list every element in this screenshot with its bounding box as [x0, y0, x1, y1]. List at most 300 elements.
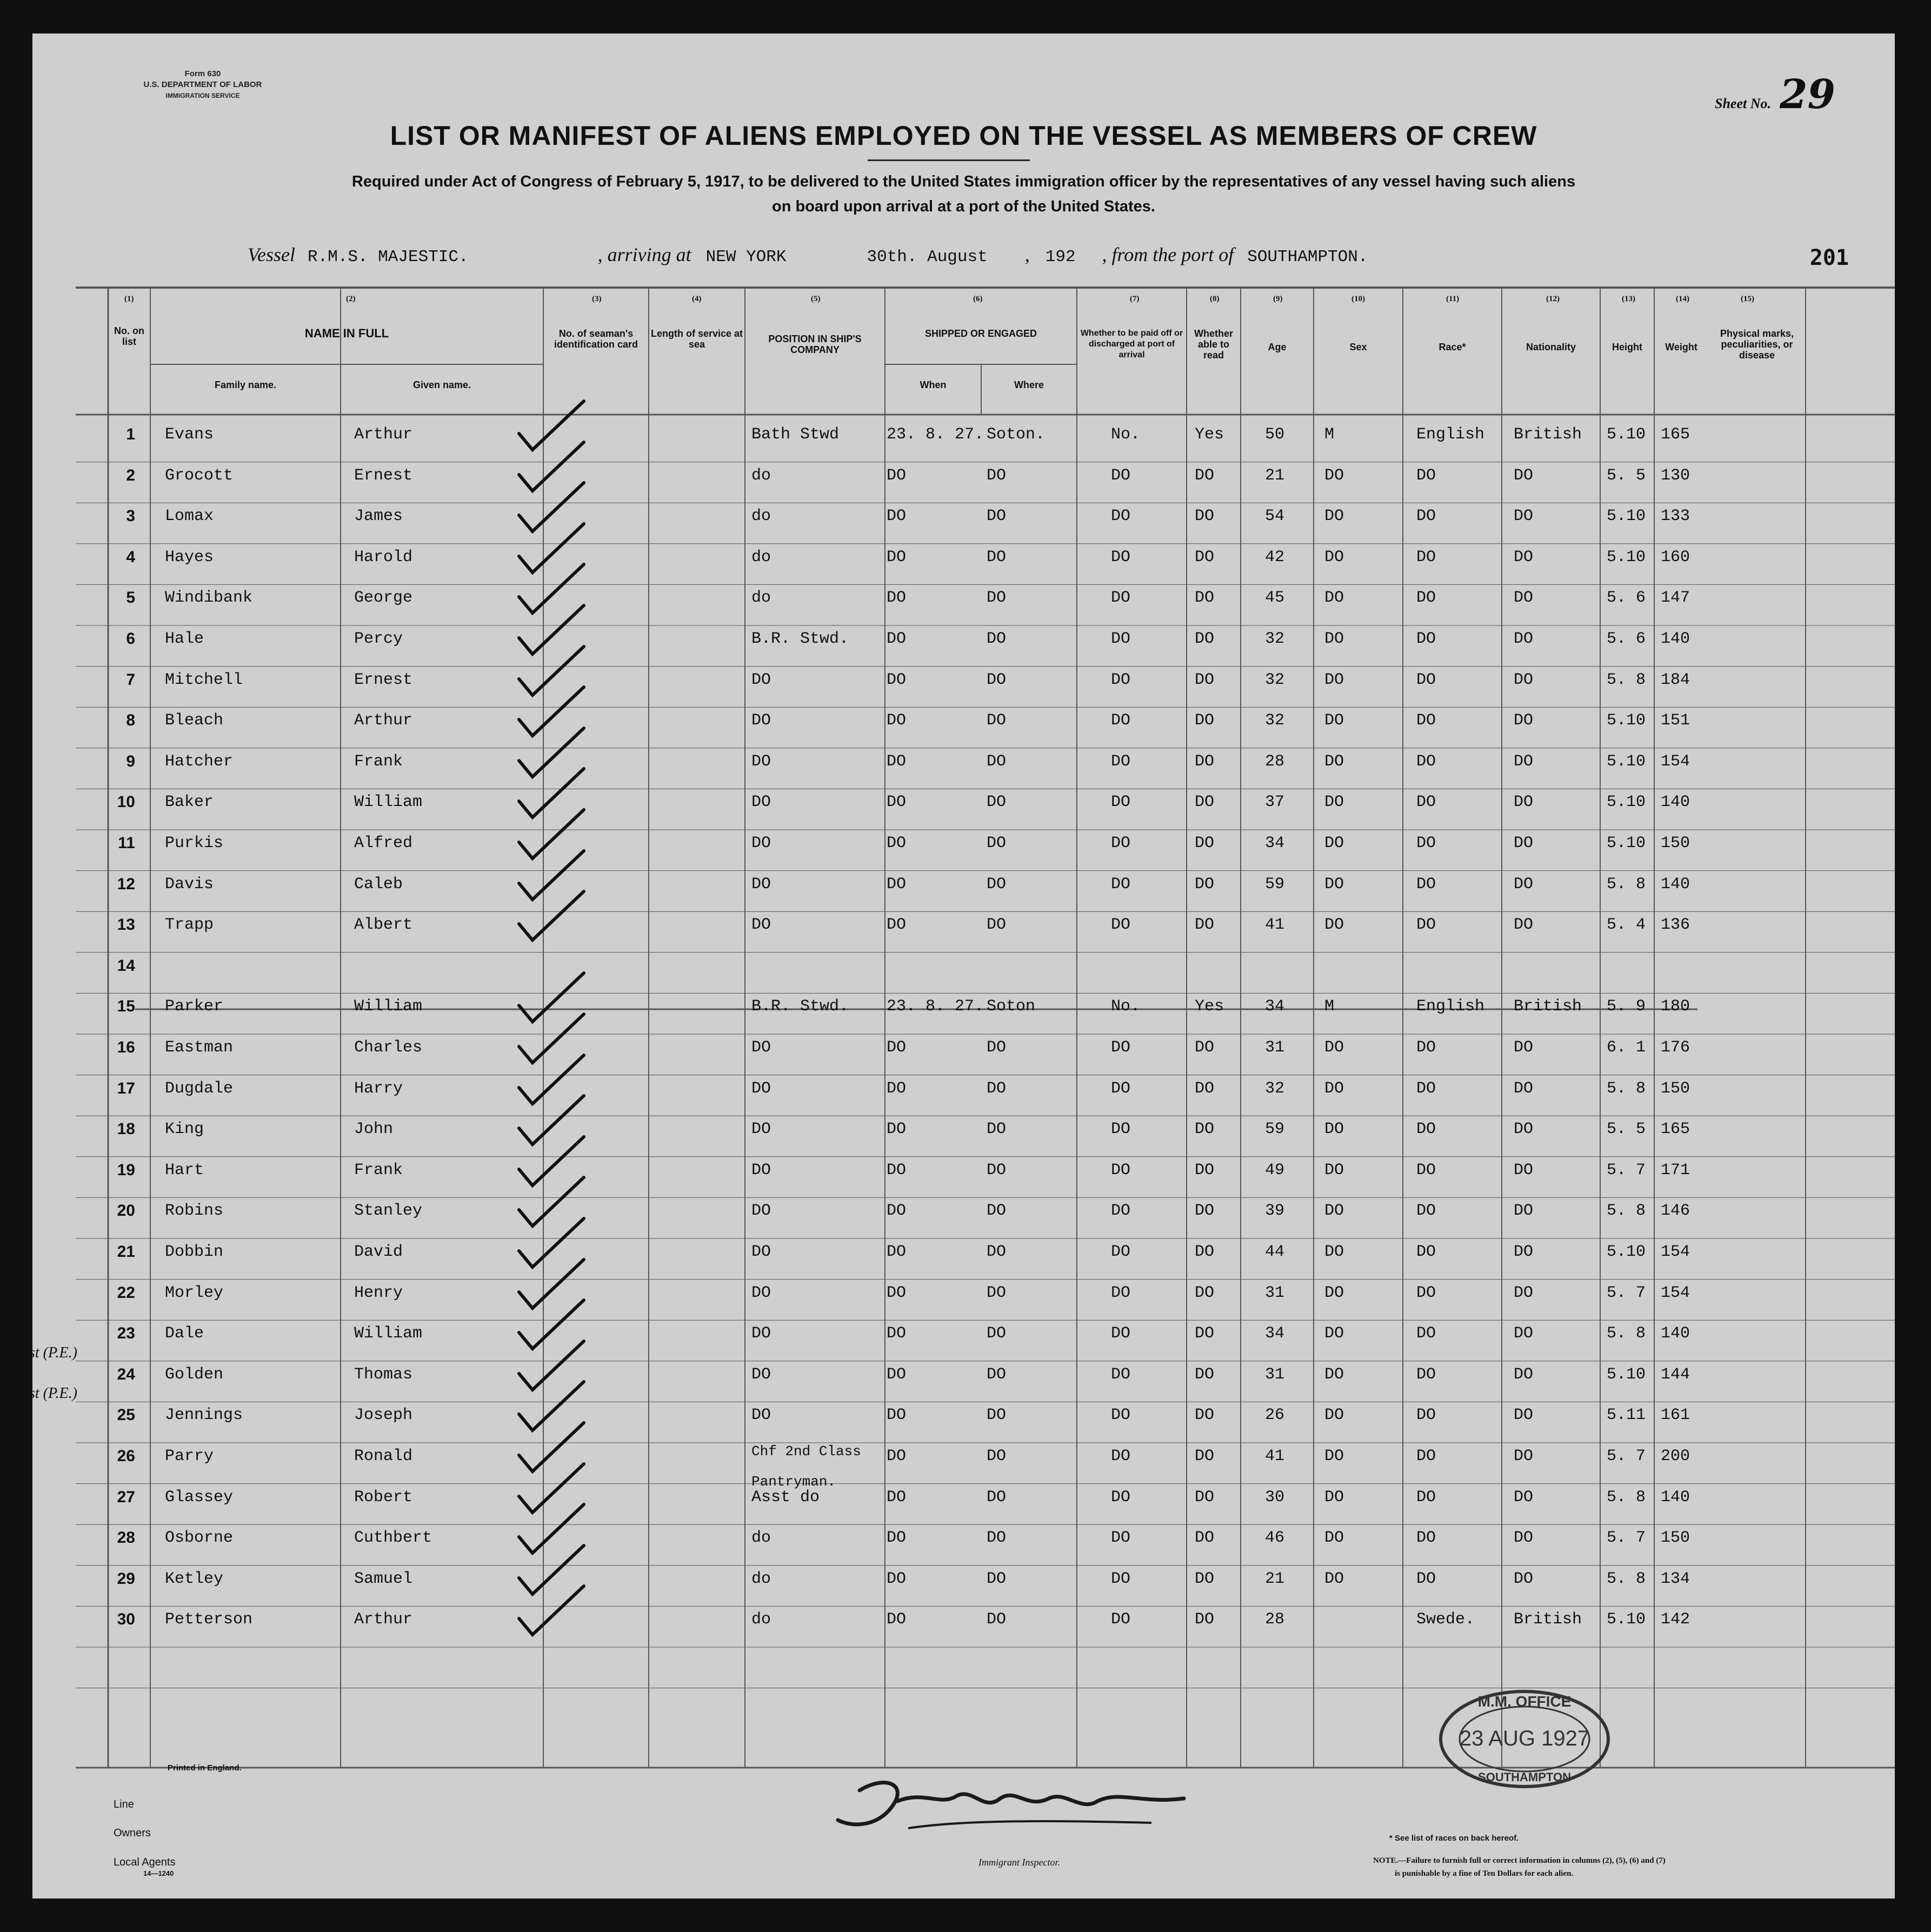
- able-to-read: Yes: [1195, 997, 1224, 1016]
- table-row: [32, 1488, 1895, 1521]
- paid-off: DO: [1111, 589, 1131, 608]
- paid-off: DO: [1111, 875, 1131, 894]
- checkmark-icon: [508, 1581, 595, 1640]
- able-to-read: Yes: [1195, 425, 1224, 444]
- height: 5.10: [1607, 1243, 1646, 1261]
- race: DO: [1416, 1161, 1436, 1180]
- row-number: 12: [117, 875, 135, 893]
- col-number-label: (4): [692, 295, 702, 303]
- height: 5.10: [1607, 752, 1646, 771]
- race: DO: [1416, 793, 1436, 812]
- given-name: Arthur: [354, 425, 413, 444]
- able-to-read: DO: [1195, 1324, 1215, 1343]
- shipped-when: DO: [887, 711, 907, 730]
- arriving-label: , arriving at: [597, 244, 691, 265]
- table-row: [32, 589, 1895, 621]
- col-number-label: (8): [1210, 295, 1220, 303]
- height: 5. 8: [1607, 875, 1646, 894]
- shipped-when: DO: [887, 1161, 907, 1180]
- able-to-read: DO: [1195, 875, 1215, 894]
- table-row: [32, 1610, 1895, 1643]
- manifest-page: [22, 34, 1895, 1898]
- position: Chf 2nd Class Pantryman.: [751, 1443, 861, 1490]
- family-name: Jennings: [165, 1406, 243, 1425]
- family-name: Morley: [165, 1283, 224, 1302]
- table-row: [32, 1443, 1895, 1490]
- row-number: 4: [126, 548, 135, 566]
- col-number-label: (7): [1130, 295, 1140, 303]
- col-number-label: (6): [973, 295, 983, 303]
- height: 5. 9: [1607, 997, 1646, 1016]
- position: do: [751, 466, 771, 485]
- col-marks-header: Physical marks, peculiarities, or disease: [1720, 328, 1794, 361]
- shipped-where: DO: [987, 1283, 1007, 1302]
- position: DO: [751, 793, 771, 812]
- stamp-bottom-text: SOUTHAMPTON: [1478, 1770, 1571, 1784]
- weight: 140: [1661, 875, 1690, 894]
- paid-off: DO: [1111, 1202, 1131, 1221]
- position: B.R. Stwd.: [751, 630, 849, 648]
- family-name: Hatcher: [165, 752, 234, 771]
- sex: DO: [1324, 1161, 1344, 1180]
- shipped-where: DO: [987, 834, 1007, 852]
- nationality: DO: [1514, 630, 1534, 648]
- shipped-when: DO: [887, 793, 907, 812]
- shipped-when: DO: [887, 1283, 907, 1302]
- col-position-header: POSITION IN SHIP'S COMPANY: [768, 334, 862, 355]
- paid-off: DO: [1111, 548, 1131, 567]
- position: do: [751, 507, 771, 526]
- shipped-when: DO: [887, 548, 907, 567]
- col-number-label: (12): [1546, 295, 1560, 303]
- given-name: Robert: [354, 1488, 413, 1507]
- height: 5. 7: [1607, 1161, 1646, 1180]
- row-number: 6: [126, 630, 135, 648]
- race: DO: [1416, 548, 1436, 567]
- nationality: DO: [1514, 1079, 1534, 1098]
- given-name: Thomas: [354, 1365, 413, 1384]
- height: 5. 5: [1607, 466, 1646, 485]
- age: 31: [1265, 1038, 1285, 1057]
- col-number-label: (2): [346, 295, 356, 303]
- sex: DO: [1324, 793, 1344, 812]
- nationality: DO: [1514, 1488, 1534, 1507]
- weight: 150: [1661, 1529, 1690, 1548]
- given-name: Percy: [354, 630, 403, 648]
- shipped-where: DO: [987, 793, 1007, 812]
- paid-off: DO: [1111, 1406, 1131, 1425]
- table-row: [32, 507, 1895, 539]
- shipped-where: DO: [987, 1406, 1007, 1425]
- able-to-read: DO: [1195, 1202, 1215, 1221]
- race: DO: [1416, 752, 1436, 771]
- table-row: [32, 875, 1895, 908]
- col-sex-header: Sex: [1349, 342, 1367, 352]
- race: DO: [1416, 1488, 1436, 1507]
- race: DO: [1416, 1079, 1436, 1098]
- family-name: Grocott: [165, 466, 234, 485]
- weight: 142: [1661, 1610, 1690, 1629]
- sex: M: [1324, 997, 1335, 1016]
- table-row: [32, 1570, 1895, 1602]
- height: 5. 4: [1607, 916, 1646, 935]
- weight: 160: [1661, 548, 1690, 567]
- shipped-when: DO: [887, 1079, 907, 1098]
- shipped-where: DO: [987, 1529, 1007, 1548]
- shipped-when: 23. 8. 27.: [887, 997, 984, 1016]
- weight: 176: [1661, 1038, 1690, 1057]
- form-block: [119, 69, 287, 101]
- table-row: [32, 1365, 1895, 1398]
- nationality: DO: [1514, 875, 1534, 894]
- able-to-read: DO: [1195, 630, 1215, 648]
- weight: 165: [1661, 425, 1690, 444]
- table-row: [32, 671, 1895, 703]
- family-name: Evans: [165, 425, 214, 444]
- height: 5. 8: [1607, 670, 1646, 689]
- note-line-2: is punishable by a fine of Ten Dollars for each alien.: [1395, 1869, 1574, 1878]
- able-to-read: DO: [1195, 1529, 1215, 1548]
- weight: 161: [1661, 1406, 1690, 1425]
- shipped-when: DO: [887, 670, 907, 689]
- family-name: Bleach: [165, 711, 224, 730]
- table-row: [32, 1243, 1895, 1275]
- able-to-read: DO: [1195, 1243, 1215, 1261]
- nationality: DO: [1514, 548, 1534, 567]
- row-number: 1: [126, 425, 135, 443]
- position: DO: [751, 670, 771, 689]
- table-row: [32, 630, 1895, 662]
- sex: DO: [1324, 1569, 1344, 1588]
- given-name: Cuthbert: [354, 1529, 432, 1548]
- race: DO: [1416, 1283, 1436, 1302]
- sex: DO: [1324, 1406, 1344, 1425]
- family-name: Windibank: [165, 589, 253, 608]
- race: DO: [1416, 670, 1436, 689]
- able-to-read: DO: [1195, 711, 1215, 730]
- shipped-when: DO: [887, 1569, 907, 1588]
- given-name: William: [354, 1324, 423, 1343]
- table-row: [32, 793, 1895, 825]
- sheet-value: 29: [1780, 71, 1835, 118]
- col-number-label: (14): [1676, 295, 1689, 303]
- weight: 150: [1661, 1079, 1690, 1098]
- sex: DO: [1324, 1488, 1344, 1507]
- row-number: 24: [117, 1365, 135, 1383]
- given-name: Arthur: [354, 1610, 413, 1629]
- position: B.R. Stwd.: [751, 997, 849, 1016]
- weight: 180: [1661, 997, 1690, 1016]
- able-to-read: DO: [1195, 548, 1215, 567]
- nationality: DO: [1514, 752, 1534, 771]
- age: 31: [1265, 1365, 1285, 1384]
- race: DO: [1416, 1324, 1436, 1343]
- shipped-where: DO: [987, 1161, 1007, 1180]
- office-stamp: [1435, 1685, 1614, 1793]
- weight: 133: [1661, 507, 1690, 526]
- nationality: DO: [1514, 793, 1534, 812]
- race: DO: [1416, 1569, 1436, 1588]
- age: 28: [1265, 1610, 1285, 1629]
- shipped-where: DO: [987, 1610, 1007, 1629]
- given-name: Frank: [354, 1161, 403, 1180]
- col-number-label: (5): [811, 295, 821, 303]
- able-to-read: DO: [1195, 1079, 1215, 1098]
- height: 6. 1: [1607, 1038, 1646, 1057]
- race: DO: [1416, 466, 1436, 485]
- shipped-when: DO: [887, 466, 907, 485]
- height: 5.11: [1607, 1406, 1646, 1425]
- page-ref: 201: [1809, 245, 1849, 270]
- shipped-when: DO: [887, 1324, 907, 1343]
- race-note: * See list of races on back hereof.: [1389, 1834, 1519, 1843]
- shipped-when: DO: [887, 630, 907, 648]
- age: 41: [1265, 1447, 1285, 1465]
- able-to-read: DO: [1195, 1365, 1215, 1384]
- shipped-where: DO: [987, 1120, 1007, 1139]
- sex: DO: [1324, 670, 1344, 689]
- age: 59: [1265, 1120, 1285, 1139]
- given-name: Caleb: [354, 875, 403, 894]
- sex: DO: [1324, 1243, 1344, 1261]
- given-name: Arthur: [354, 711, 413, 730]
- shipped-where: DO: [987, 1243, 1007, 1261]
- weight: 146: [1661, 1202, 1690, 1221]
- col-given-header: Given name.: [412, 379, 471, 390]
- given-name: Alfred: [354, 834, 413, 852]
- weight: 140: [1661, 1488, 1690, 1507]
- col-no-header: No. on list: [114, 325, 144, 347]
- sex: DO: [1324, 630, 1344, 648]
- height: 5. 8: [1607, 1488, 1646, 1507]
- shipped-where: DO: [987, 589, 1007, 608]
- race: DO: [1416, 1529, 1436, 1548]
- age: 30: [1265, 1488, 1285, 1507]
- arrival-port: NEW YORK: [705, 248, 787, 267]
- given-name: David: [354, 1243, 403, 1261]
- shipped-where: DO: [987, 630, 1007, 648]
- family-name: Golden: [165, 1365, 224, 1384]
- position: do: [751, 548, 771, 567]
- family-name: Parker: [165, 997, 224, 1016]
- able-to-read: DO: [1195, 1488, 1215, 1507]
- sex: DO: [1324, 1283, 1344, 1302]
- age: 32: [1265, 670, 1285, 689]
- position: DO: [751, 1324, 771, 1343]
- height: 5. 8: [1607, 1202, 1646, 1221]
- weight: 147: [1661, 589, 1690, 608]
- service: IMMIGRATION SERVICE: [165, 92, 240, 99]
- col-age-header: Age: [1268, 342, 1287, 352]
- form-code: 14—1240: [143, 1869, 174, 1877]
- race: English: [1416, 425, 1485, 444]
- nationality: DO: [1514, 1569, 1534, 1588]
- paid-off: DO: [1111, 507, 1131, 526]
- col-number-label: (1): [124, 295, 134, 303]
- sex: DO: [1324, 1324, 1344, 1343]
- paid-off: DO: [1111, 1447, 1131, 1465]
- paid-off: DO: [1111, 670, 1131, 689]
- given-name: William: [354, 793, 423, 812]
- paid-off: DO: [1111, 793, 1131, 812]
- shipped-when: DO: [887, 875, 907, 894]
- paid-off: DO: [1111, 916, 1131, 935]
- paid-off: DO: [1111, 1488, 1131, 1507]
- row-number: 15: [117, 997, 135, 1016]
- row-number: 14: [117, 956, 135, 975]
- shipped-where: DO: [987, 875, 1007, 894]
- weight: 184: [1661, 670, 1690, 689]
- paid-off: DO: [1111, 1610, 1131, 1629]
- weight: 154: [1661, 1243, 1690, 1261]
- paid-off: DO: [1111, 752, 1131, 771]
- family-name: Purkis: [165, 834, 224, 852]
- nationality: British: [1514, 1610, 1582, 1629]
- sex: DO: [1324, 1038, 1344, 1057]
- table-row: [32, 997, 1895, 1030]
- nationality: DO: [1514, 466, 1534, 485]
- table-row: [32, 1161, 1895, 1194]
- row-number: 16: [117, 1038, 135, 1056]
- nationality: DO: [1514, 1283, 1534, 1302]
- able-to-read: DO: [1195, 793, 1215, 812]
- age: 50: [1265, 425, 1285, 444]
- height: 5. 8: [1607, 1324, 1646, 1343]
- vessel-line: [248, 243, 1368, 267]
- row-number: 7: [126, 670, 135, 689]
- height: 5.10: [1607, 507, 1646, 526]
- nationality: DO: [1514, 1161, 1534, 1180]
- paid-off: DO: [1111, 1569, 1131, 1588]
- inspector-label: Immigrant Inspector.: [978, 1857, 1060, 1868]
- shipped-when: DO: [887, 1529, 907, 1548]
- able-to-read: DO: [1195, 507, 1215, 526]
- weight: 144: [1661, 1365, 1690, 1384]
- height: 5.10: [1607, 834, 1646, 852]
- shipped-where: DO: [987, 1324, 1007, 1343]
- row-number: 2: [126, 466, 135, 484]
- sex: DO: [1324, 1447, 1344, 1465]
- nationality: DO: [1514, 1447, 1534, 1465]
- family-name: Baker: [165, 793, 214, 812]
- age: 59: [1265, 875, 1285, 894]
- col-service-header: Length of service at sea: [650, 328, 743, 350]
- department: U.S. DEPARTMENT OF LABOR: [143, 80, 262, 89]
- family-name: Glassey: [165, 1488, 234, 1507]
- age: 21: [1265, 1569, 1285, 1588]
- subtitle-line-1: Required under Act of Congress of February 5, 1917, to be delivered to the United States immigration officer by the representatives of any vessel having such aliens: [351, 173, 1576, 190]
- stamp-top-text: M.M. OFFICE: [1477, 1693, 1572, 1710]
- table-row: [32, 957, 1895, 989]
- position: DO: [751, 1283, 771, 1302]
- table-row: [32, 916, 1895, 948]
- shipped-when: DO: [887, 1488, 907, 1507]
- col-height-header: Height: [1612, 342, 1642, 352]
- position: Bath Stwd: [751, 425, 840, 444]
- weight: 130: [1661, 466, 1690, 485]
- shipped-when: DO: [887, 1447, 907, 1465]
- from-port: SOUTHAMPTON.: [1247, 248, 1368, 267]
- family-name: Dobbin: [165, 1243, 224, 1261]
- race: DO: [1416, 507, 1436, 526]
- paid-off: DO: [1111, 834, 1131, 852]
- sex: DO: [1324, 1529, 1344, 1548]
- paid-off: DO: [1111, 1038, 1131, 1057]
- table-row: [32, 1080, 1895, 1112]
- race: DO: [1416, 1365, 1436, 1384]
- nationality: DO: [1514, 1243, 1534, 1261]
- shipped-where: DO: [987, 916, 1007, 935]
- age: 32: [1265, 711, 1285, 730]
- age: 41: [1265, 916, 1285, 935]
- height: 5. 7: [1607, 1529, 1646, 1548]
- table-row: [32, 1038, 1895, 1071]
- row-number: 9: [126, 752, 135, 770]
- nationality: DO: [1514, 589, 1534, 608]
- sex: DO: [1324, 1120, 1344, 1139]
- position: DO: [751, 711, 771, 730]
- race: Swede.: [1416, 1610, 1475, 1629]
- weight: 136: [1661, 916, 1690, 935]
- shipped-where: DO: [987, 1488, 1007, 1507]
- race: DO: [1416, 916, 1436, 935]
- nationality: DO: [1514, 834, 1534, 852]
- position: DO: [751, 752, 771, 771]
- nationality: British: [1514, 997, 1582, 1016]
- shipped-when: DO: [887, 1243, 907, 1261]
- age: 37: [1265, 793, 1285, 812]
- family-name: Petterson: [165, 1610, 253, 1629]
- age: 46: [1265, 1529, 1285, 1548]
- weight: 165: [1661, 1120, 1690, 1139]
- sex: DO: [1324, 752, 1344, 771]
- sheet-label: Sheet No.: [1715, 96, 1772, 111]
- family-name: Osborne: [165, 1529, 234, 1548]
- position: do: [751, 1569, 771, 1588]
- position: DO: [751, 1038, 771, 1057]
- height: 5.10: [1607, 1610, 1646, 1629]
- table-row: [32, 1406, 1895, 1438]
- form-number: Form 630: [184, 69, 221, 78]
- position: DO: [751, 1365, 771, 1384]
- shipped-when: DO: [887, 1038, 907, 1057]
- position: DO: [751, 916, 771, 935]
- age: 42: [1265, 548, 1285, 567]
- shipped-when: DO: [887, 1610, 907, 1629]
- page-title: LIST OR MANIFEST OF ALIENS EMPLOYED ON THE VESSEL AS MEMBERS OF CREW: [390, 121, 1537, 151]
- paid-off: DO: [1111, 1243, 1131, 1261]
- sex: M: [1324, 425, 1335, 444]
- paid-off: DO: [1111, 630, 1131, 648]
- row-number: 27: [117, 1488, 135, 1506]
- row-number: 5: [126, 589, 135, 607]
- age: 32: [1265, 630, 1285, 648]
- race: DO: [1416, 875, 1436, 894]
- col-number-label: (11): [1446, 295, 1460, 303]
- sex: DO: [1324, 507, 1344, 526]
- row-number: 13: [117, 916, 135, 934]
- row-number: 29: [117, 1569, 135, 1588]
- margin-note-1: 1st (P.E.): [22, 1344, 77, 1361]
- race: DO: [1416, 711, 1436, 730]
- row-number: 28: [117, 1529, 135, 1547]
- from-label: , from the port of: [1102, 244, 1234, 265]
- age: 45: [1265, 589, 1285, 608]
- sex: DO: [1324, 548, 1344, 567]
- table-row: [32, 711, 1895, 744]
- col-where-header: Where: [1014, 379, 1044, 390]
- given-name: John: [354, 1120, 394, 1139]
